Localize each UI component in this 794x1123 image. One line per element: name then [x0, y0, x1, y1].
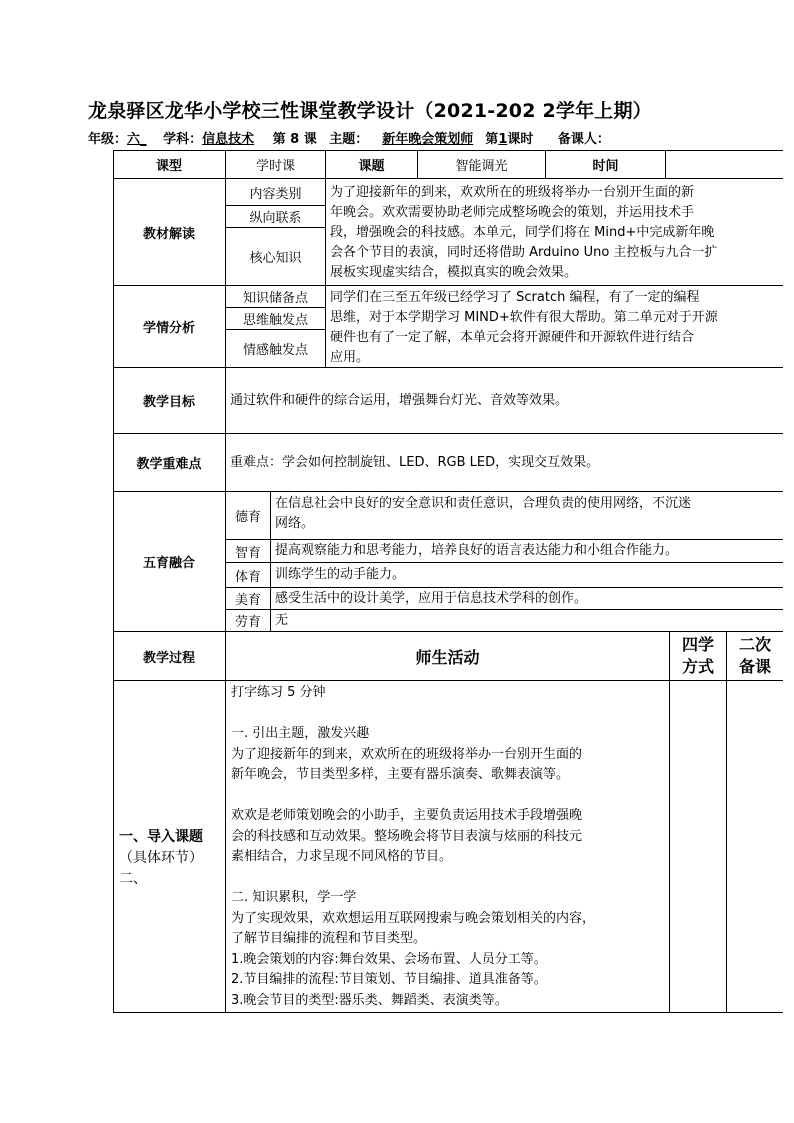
activity-header: 师生活动: [225, 631, 669, 680]
four-methods-line: 方式: [681, 657, 714, 676]
intro-line: 一. 引出主题，激发兴趣: [231, 726, 370, 741]
five-line: 感受生活中的设计美学，应用于信息技术学科的创作。: [275, 590, 588, 606]
intro-second-prep-cell: [726, 680, 783, 1013]
intro-line: 欢欢是老师策划晚会的小助手，主要负责运用技术手段增强晚: [231, 808, 583, 823]
students-line: 应用。: [330, 350, 370, 365]
five-line: 无: [275, 612, 289, 628]
intro-line: 素相结合，力求呈现不同风格的节目。: [231, 849, 453, 864]
topic-value: 新年晚会策划师: [382, 132, 474, 147]
intro-content: [225, 680, 669, 1013]
goals-content: [225, 367, 783, 433]
page-title: 龙泉驿区龙华小学校三性课堂教学设计（2021-202 2学年上期）: [88, 100, 652, 122]
intro-label-cell: [113, 680, 225, 1013]
intro-line: 2.节目编排的流程:节目策划、节目编排、道具准备等。: [231, 972, 547, 987]
process-label: 教学过程: [113, 631, 225, 680]
students-line: 同学们在三至五年级已经学习了 Scratch 编程，有了一定的编程: [330, 290, 700, 305]
intro-line: 会的科技感和互动效果。整场晚会将节目表演与炫丽的科技元: [231, 828, 583, 844]
five-text-de: [270, 491, 783, 539]
time-label: 时间: [545, 150, 665, 178]
subject-value: 信息技术: [202, 132, 255, 147]
goals-label: 教学目标: [113, 367, 225, 433]
intro-line: 了解节目编排的流程和节目类型。: [231, 931, 427, 946]
textbook-sub-1: 纵向联系: [225, 205, 325, 227]
second-prep-header: [726, 631, 783, 680]
intro-line: 新年晚会，节目类型多样，主要有器乐演奏、歌舞表演等。: [231, 767, 570, 782]
grade-value: 六_: [127, 132, 147, 147]
five-name-lao: 劳育: [225, 609, 270, 631]
students-sub-2: 情感触发点: [225, 329, 325, 367]
five-name-zhi: 智育: [225, 539, 270, 562]
five-line: 在信息社会中良好的安全意识和责任意识，合理负责的使用网络，不沉迷: [275, 496, 692, 511]
intro-line: [231, 704, 669, 725]
four-methods-line: 四学: [681, 635, 714, 654]
intro-line: 打字练习 5 分钟: [231, 685, 326, 700]
students-label: 学情分析: [113, 285, 225, 367]
students-sub-1: 思维触发点: [225, 307, 325, 329]
intro-line: 1.晚会策划的内容:舞台效果、会场布置、人员分工等。: [231, 951, 547, 967]
hours-b: 课时: [507, 132, 534, 147]
topic-label-cell: 课题: [325, 150, 417, 178]
preparer-label: 备课人：: [557, 132, 610, 147]
four-methods-header: [669, 631, 726, 680]
grade-label: 年级：: [88, 132, 128, 147]
five-name-mei: 美育: [225, 587, 270, 609]
hours-num: 1: [498, 132, 508, 147]
textbook-line: 展板实现虚实结合，模拟真实的晚会效果。: [330, 265, 578, 280]
five-line: 训练学生的动手能力。: [275, 567, 406, 582]
five-text-ti: [270, 562, 783, 587]
textbook-label: 教材解读: [113, 178, 225, 285]
five-label: 五育融合: [113, 491, 225, 631]
textbook-line: 会各个节目的表演，同时还将借助 Arduino Uno 主控板与九合一扩: [330, 245, 718, 260]
intro-line: 为了迎接新年的到来，欢欢所在的班级将举办一台别开生面的: [231, 746, 583, 762]
five-text-lao: [270, 609, 783, 631]
textbook-sub-0: 内容类别: [225, 178, 325, 205]
intro-line: 二. 知识累积，学一学: [231, 890, 357, 905]
topic-label: 主题：: [329, 132, 369, 147]
type-value: 学时课: [225, 150, 325, 178]
keypoints-content: [225, 433, 783, 491]
intro-line: [231, 868, 669, 889]
five-line: 提高观察能力和思考能力，培养良好的语言表达能力和小组合作能力。: [275, 543, 679, 558]
five-name-de: 德育: [225, 491, 270, 539]
goals-text: 通过软件和硬件的综合运用，增强舞台灯光、音效等效果。: [230, 392, 569, 408]
intro-label-line: （具体环节）: [119, 850, 203, 866]
intro-line: 为了实现效果，欢欢想运用互联网搜索与晚会策划相关的内容，: [231, 910, 596, 926]
students-content: [325, 285, 783, 367]
textbook-line: 年晚会。欢欢需要协助老师完成整场晚会的策划，并运用技术手: [330, 205, 695, 220]
intro-label-line: 一、导入课题: [119, 829, 203, 845]
topic-value-cell: 智能调光: [417, 150, 545, 178]
textbook-content: [325, 178, 783, 285]
subject-label: 学科：: [163, 132, 203, 147]
intro-line: [231, 786, 669, 807]
five-text-zhi: [270, 539, 783, 562]
second-prep-line: 二次: [738, 635, 771, 654]
meta-line: [88, 128, 788, 147]
five-line: 网络。: [275, 516, 315, 531]
second-prep-line: 备课: [738, 657, 771, 676]
five-text-mei: [270, 587, 783, 609]
students-sub-0: 知识储备点: [225, 285, 325, 307]
textbook-line: 段，增强晚会的科技感。本单元，同学们将在 Mind+中完成新年晚: [330, 225, 715, 240]
intro-label-line: 二、: [119, 871, 147, 887]
intro-line: 3.晚会节目的类型:器乐类、舞蹈类、表演类等。: [231, 992, 508, 1008]
keypoints-text: 重难点：学会如何控制旋钮、LED、RGB LED，实现交互效果。: [230, 454, 600, 470]
five-name-ti: 体育: [225, 562, 270, 587]
intro-label: [119, 827, 203, 890]
keypoints-label: 教学重难点: [113, 433, 225, 491]
textbook-line: 为了迎接新年的到来，欢欢所在的班级将举办一台别开生面的新: [330, 185, 695, 200]
textbook-sub-2: 核心知识: [225, 227, 325, 285]
students-line: 硬件也有了一定了解，本单元会将开源硬件和开源软件进行结合: [330, 330, 695, 345]
type-label: 课型: [155, 158, 182, 174]
intro-four-methods-cell: [669, 680, 726, 1013]
time-value: [665, 150, 783, 178]
lesson-number: 第 8 课: [272, 132, 317, 147]
students-line: 思维，对于本学期学习 MIND+软件有很大帮助。第二单元对于开源: [330, 310, 718, 325]
hours-a: 第: [485, 132, 499, 147]
